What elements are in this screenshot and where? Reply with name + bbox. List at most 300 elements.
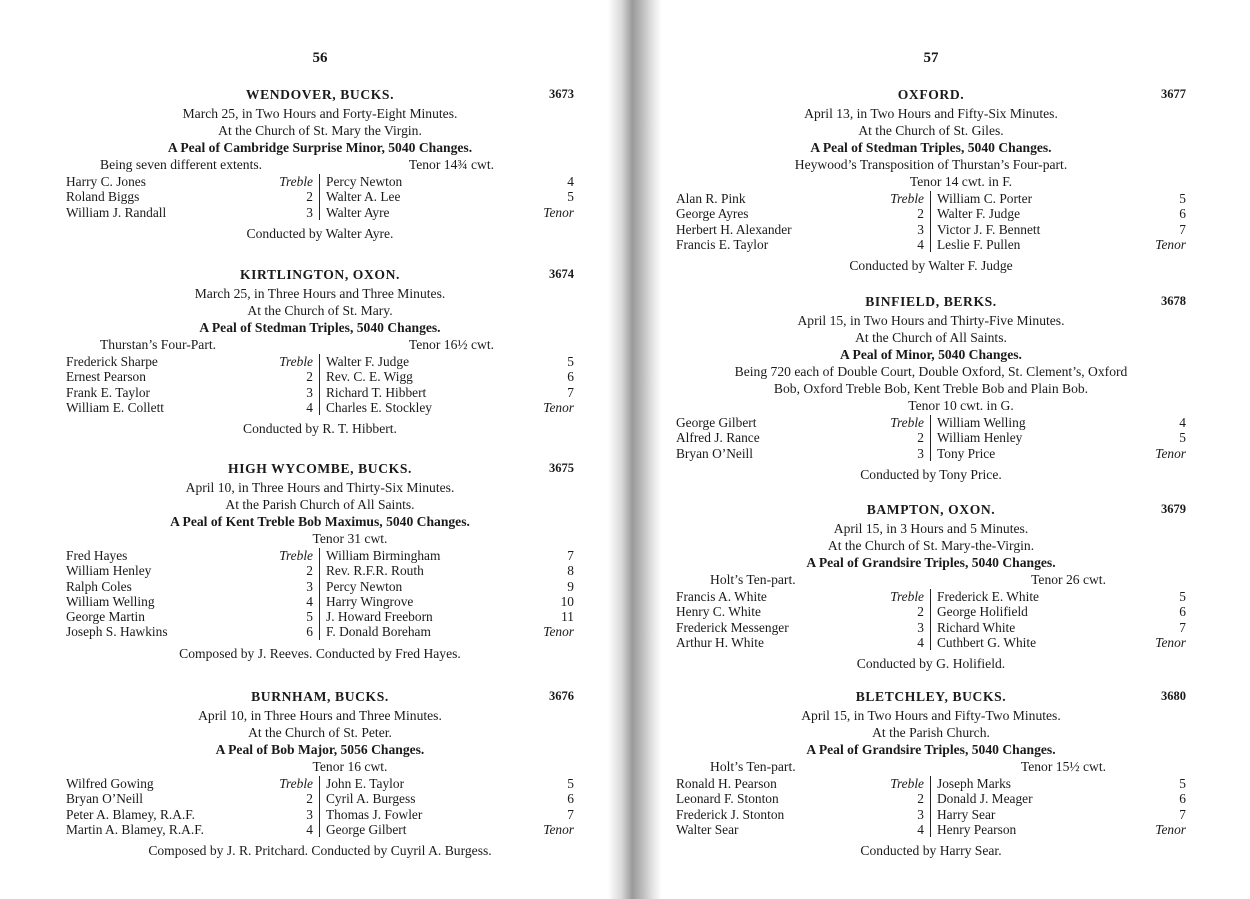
bell-position: Tenor <box>1155 634 1186 650</box>
bell-position: 10 <box>560 593 574 609</box>
ringer-name-text: Francis A. White <box>676 589 767 604</box>
ringer-row <box>66 354 313 369</box>
bell-position: Treble <box>890 415 924 430</box>
bell-position: 7 <box>1179 619 1186 635</box>
bell-position: 2 <box>306 563 313 579</box>
ringer-name-text: Leslie F. Pullen <box>937 236 1021 252</box>
ringer-row <box>326 594 574 609</box>
peal-conductor: Composed by J. R. Pritchard. Conducted by Cuyril A. Burgess. <box>148 843 492 859</box>
ringer-row <box>66 791 313 806</box>
bell-position: Treble <box>890 191 924 206</box>
ringers-column-right <box>931 191 1186 252</box>
ringer-name <box>937 191 1140 206</box>
peal-date: April 15, in 3 Hours and 5 Minutes. <box>833 521 1029 536</box>
ringers-column-right <box>320 354 574 415</box>
ringer-row <box>937 822 1186 837</box>
ringer-row <box>326 563 574 578</box>
ringer-row <box>937 635 1186 650</box>
bell-position: Tenor <box>1155 236 1186 252</box>
ringer-row <box>937 604 1186 619</box>
ringer-name <box>676 415 878 430</box>
peal-title: A Peal of Grandsire Triples, 5040 Changes. <box>806 742 1056 757</box>
bell-position: 2 <box>917 206 924 222</box>
ringer-name <box>676 620 878 635</box>
bell-position: 2 <box>917 430 924 446</box>
ringer-name-text: Roland Biggs <box>66 189 140 205</box>
ringer-row <box>66 400 313 415</box>
ringers-table <box>66 174 574 220</box>
ringer-name <box>937 807 1140 822</box>
ringer-name <box>66 594 267 609</box>
ringer-row <box>676 776 924 791</box>
peal-record <box>66 86 574 242</box>
peal-conductor: Conducted by G. Holifield. <box>856 656 1006 672</box>
ringer-row <box>676 635 924 650</box>
peal-number: 3677 <box>1161 87 1186 101</box>
ringer-name <box>66 205 267 220</box>
bell-position: 6 <box>306 624 313 640</box>
ringer-name <box>937 589 1140 604</box>
ringer-name-text: F. Donald Boreham <box>326 624 431 640</box>
ringer-row <box>676 604 924 619</box>
ringer-name-text: Peter A. Blamey, R.A.F. <box>66 806 195 822</box>
ringer-name-text: Rev. C. E. Wigg <box>326 369 413 385</box>
ringer-name-text: Walter Ayre <box>326 204 390 220</box>
peal-place: BINFIELD, BERKS. <box>865 294 997 309</box>
ringers-column-left <box>66 174 320 220</box>
peal-conductor: Conducted by R. T. Hibbert. <box>243 421 397 437</box>
peal-record <box>66 266 574 437</box>
ringer-row <box>66 579 313 594</box>
ringer-name-text: William Welling <box>66 593 155 609</box>
ringer-name-text: William Birmingham <box>326 548 441 563</box>
bell-position: Tenor <box>543 204 574 220</box>
ringer-name <box>676 446 878 461</box>
ringer-row <box>937 415 1186 430</box>
tenor-weight: Tenor 31 cwt. <box>312 531 388 546</box>
bell-position: Tenor <box>1155 821 1186 837</box>
peal-church: At the Church of All Saints. <box>855 330 1007 345</box>
ringer-row <box>66 369 313 384</box>
ringer-name <box>66 791 267 806</box>
ringers-column-right <box>931 776 1186 837</box>
peal-church: At the Church of St. Mary the Virgin. <box>218 123 422 138</box>
ringer-row <box>676 807 924 822</box>
ringer-name <box>326 369 528 384</box>
peal-info-line <box>676 758 1186 775</box>
ringer-name-text: Cyril A. Burgess <box>326 791 416 807</box>
ringer-name <box>326 354 528 369</box>
ringer-name-text: Thomas J. Fowler <box>326 806 423 822</box>
peal-number: 3679 <box>1161 502 1186 516</box>
ringer-row <box>326 354 574 369</box>
bell-position: 6 <box>1179 604 1186 620</box>
ringer-name <box>66 776 267 791</box>
ringer-name-text: Joseph Marks <box>937 776 1012 791</box>
ringer-name <box>937 776 1140 791</box>
ringer-name <box>676 776 878 791</box>
bell-position: Tenor <box>543 399 574 415</box>
ringer-row <box>676 791 924 806</box>
ringer-name <box>676 635 878 650</box>
ringer-name-text: Cuthbert G. White <box>937 634 1037 650</box>
peal-place: HIGH WYCOMBE, BUCKS. <box>228 461 412 476</box>
ringer-name-text: Ronald H. Pearson <box>676 776 777 791</box>
ringers-column-left <box>66 548 320 640</box>
ringer-row <box>676 191 924 206</box>
bell-position: 7 <box>567 806 574 822</box>
tenor-weight: Tenor 10 cwt. in G. <box>908 398 1014 413</box>
bell-position: 2 <box>306 189 313 205</box>
ringers-column-right <box>320 776 574 837</box>
peal-place: BAMPTON, OXON. <box>866 502 996 517</box>
ringer-row <box>326 548 574 563</box>
ringers-column-left <box>676 589 931 650</box>
ringer-name-text: Frederick E. White <box>937 589 1040 604</box>
bell-position: 4 <box>917 821 924 837</box>
peal-date: April 10, in Three Hours and Thirty-Six Minutes. <box>185 480 455 495</box>
ringer-name-text: Leonard F. Stonton <box>676 791 779 807</box>
ringer-name <box>326 791 528 806</box>
ringer-name-text: Walter F. Judge <box>326 354 410 369</box>
ringer-row <box>676 206 924 221</box>
ringer-row <box>326 807 574 822</box>
ringer-row <box>66 609 313 624</box>
ringer-row <box>676 222 924 237</box>
bell-position: 6 <box>1179 791 1186 807</box>
peal-heading <box>66 688 574 707</box>
tenor-weight: Tenor 15½ cwt. <box>1020 759 1106 774</box>
bell-position: Treble <box>890 776 924 791</box>
peal-heading <box>66 460 574 479</box>
bell-position: Treble <box>279 548 313 563</box>
ringer-name-text: Donald J. Meager <box>937 791 1033 807</box>
ringer-row <box>676 237 924 252</box>
tenor-weight: Tenor 26 cwt. <box>1031 572 1106 587</box>
ringer-name-text: Harry Sear <box>937 806 996 822</box>
peal-date: April 13, in Two Hours and Fifty-Six Minutes. <box>804 106 1058 121</box>
ringer-name <box>66 354 267 369</box>
ringer-row <box>676 620 924 635</box>
ringer-name-text: Henry Pearson <box>937 821 1017 837</box>
ringer-name-text: Walter F. Judge <box>937 206 1021 222</box>
bell-position: Treble <box>279 174 313 189</box>
ringer-row <box>326 369 574 384</box>
peal-note: Being 720 each of Double Court, Double Oxford, St. Clement’s, Oxford <box>734 364 1128 379</box>
ringer-name-text: William E. Collett <box>66 399 165 415</box>
peal-place: OXFORD. <box>897 87 965 102</box>
ringer-name-text: Ralph Coles <box>66 578 132 594</box>
ringer-row <box>66 807 313 822</box>
peal-number: 3674 <box>549 267 574 281</box>
peal-info-line <box>676 397 1186 414</box>
ringer-row <box>66 548 313 563</box>
ringer-name <box>676 822 878 837</box>
tenor-weight: Tenor 14 cwt. in F. <box>909 174 1013 189</box>
ringer-name <box>326 548 528 563</box>
ringer-name <box>676 791 878 806</box>
bell-position: Tenor <box>543 821 574 837</box>
ringer-row <box>937 589 1186 604</box>
ringer-row <box>326 400 574 415</box>
bell-position: 3 <box>306 806 313 822</box>
ringer-name <box>937 604 1140 619</box>
ringers-table <box>676 589 1186 650</box>
peal-number: 3676 <box>549 689 574 703</box>
ringers-column-right <box>931 589 1186 650</box>
peal-title: A Peal of Bob Major, 5056 Changes. <box>215 742 425 757</box>
ringer-name <box>937 415 1140 430</box>
ringer-row <box>937 807 1186 822</box>
ringer-row <box>66 594 313 609</box>
ringer-name <box>66 400 267 415</box>
peal-info-line <box>676 173 1186 190</box>
bell-position: 4 <box>917 634 924 650</box>
peal-place: KIRTLINGTON, OXON. <box>239 267 400 282</box>
ringer-name-text: William Henley <box>937 430 1023 446</box>
peal-number: 3680 <box>1161 689 1186 703</box>
bell-position: Tenor <box>543 624 574 640</box>
ringer-name <box>66 174 267 189</box>
ringer-name-text: Percy Newton <box>326 174 403 189</box>
peal-heading <box>676 688 1186 707</box>
ringer-name <box>66 189 267 204</box>
bell-position: 7 <box>567 384 574 400</box>
ringer-name <box>326 624 528 639</box>
ringer-name-text: Fred Hayes <box>66 548 128 563</box>
peal-conductor: Conducted by Walter Ayre. <box>246 225 394 241</box>
bell-position: 2 <box>306 369 313 385</box>
page-number: 57 <box>923 50 939 66</box>
ringer-name-text: George Gilbert <box>676 415 757 430</box>
ringer-name <box>326 189 528 204</box>
peal-info-line <box>66 758 574 775</box>
bell-position: 5 <box>306 609 313 625</box>
ringer-name-text: Walter Sear <box>676 821 739 837</box>
ringer-name <box>676 604 878 619</box>
peal-place: BURNHAM, BUCKS. <box>251 689 389 704</box>
ringer-name <box>66 822 267 837</box>
ringer-row <box>66 776 313 791</box>
bell-position: 3 <box>917 445 924 461</box>
peal-record <box>676 293 1186 483</box>
ringer-name-text: J. Howard Freeborn <box>326 609 433 625</box>
bell-position: 9 <box>567 578 574 594</box>
ringer-name-text: Ernest Pearson <box>66 369 146 385</box>
right-page <box>676 0 1186 899</box>
peal-title: A Peal of Cambridge Surprise Minor, 5040 Changes. <box>167 140 473 155</box>
bell-position: 4 <box>1179 415 1186 430</box>
bell-position: 6 <box>1179 206 1186 222</box>
peal-record <box>66 688 574 859</box>
peal-note: Bob, Oxford Treble Bob, Kent Treble Bob and Plain Bob. <box>773 381 1089 396</box>
ringer-name <box>66 609 267 624</box>
peal-info-line <box>66 336 574 353</box>
ringer-name-text: Frederick Sharpe <box>66 354 158 369</box>
ringer-name <box>326 776 528 791</box>
peal-date: April 10, in Three Hours and Three Minutes. <box>198 708 442 723</box>
book-gutter-shadow <box>608 0 662 899</box>
ringer-name <box>676 191 878 206</box>
peal-info-line <box>66 530 574 547</box>
peal-record <box>66 460 574 662</box>
bell-position: 5 <box>1179 430 1186 446</box>
bell-position: 4 <box>306 399 313 415</box>
bell-position: 3 <box>917 221 924 237</box>
bell-position: 6 <box>567 369 574 385</box>
ringer-row <box>66 205 313 220</box>
ringer-name <box>937 430 1140 445</box>
ringer-name <box>937 237 1140 252</box>
composition-note: Holt’s Ten-part. <box>710 572 796 587</box>
peal-date: April 15, in Two Hours and Thirty-Five Minutes. <box>797 313 1065 328</box>
ringer-name-text: Tony Price <box>937 445 996 461</box>
ringers-column-left <box>676 415 931 461</box>
ringer-name <box>676 206 878 221</box>
peal-heading <box>66 266 574 285</box>
ringer-name <box>66 807 267 822</box>
ringer-row <box>326 776 574 791</box>
bell-position: 5 <box>1179 776 1186 791</box>
ringer-name-text: Arthur H. White <box>676 634 764 650</box>
bell-position: 2 <box>917 791 924 807</box>
left-page <box>66 0 574 899</box>
bell-position: 8 <box>567 563 574 579</box>
ringer-name <box>66 548 267 563</box>
ringer-name <box>326 400 528 415</box>
ringers-table <box>66 354 574 415</box>
ringer-name-text: George Martin <box>66 609 145 625</box>
ringer-row <box>66 563 313 578</box>
bell-position: 2 <box>917 604 924 620</box>
bell-position: 4 <box>917 236 924 252</box>
peal-church: At the Parish Church of All Saints. <box>225 497 415 512</box>
ringer-name-text: William J. Randall <box>66 204 167 220</box>
ringer-name-text: Charles E. Stockley <box>326 399 432 415</box>
ringer-row <box>937 430 1186 445</box>
composition-note: Being seven different extents. <box>100 157 263 172</box>
ringer-name-text: Bryan O’Neill <box>66 791 143 807</box>
ringer-name <box>326 594 528 609</box>
ringers-column-left <box>66 776 320 837</box>
ringer-name-text: Alan R. Pink <box>676 191 746 206</box>
ringer-name-text: Frederick J. Stonton <box>676 806 785 822</box>
ringer-row <box>66 385 313 400</box>
ringer-name <box>676 430 878 445</box>
ringer-row <box>937 620 1186 635</box>
ringer-row <box>326 791 574 806</box>
peal-title: A Peal of Stedman Triples, 5040 Changes. <box>810 140 1052 155</box>
peal-place: BLETCHLEY, BUCKS. <box>855 689 1007 704</box>
ringer-row <box>937 206 1186 221</box>
ringer-row <box>326 579 574 594</box>
peal-date: April 15, in Two Hours and Fifty-Two Minutes. <box>801 708 1061 723</box>
ringer-name-text: Percy Newton <box>326 578 403 594</box>
ringer-row <box>676 430 924 445</box>
tenor-weight: Tenor 14¾ cwt. <box>408 157 494 172</box>
peal-number: 3675 <box>549 461 574 475</box>
ringer-name <box>326 385 528 400</box>
ringer-name <box>937 206 1140 221</box>
bell-position: 11 <box>561 609 574 625</box>
ringer-name <box>676 222 878 237</box>
ringer-name-text: Martin A. Blamey, R.A.F. <box>66 821 204 837</box>
ringer-row <box>676 822 924 837</box>
ringer-name-text: Francis E. Taylor <box>676 236 769 252</box>
ringer-name-text: Alfred J. Rance <box>676 430 760 446</box>
peal-church: At the Church of St. Mary. <box>247 303 393 318</box>
ringer-row <box>326 174 574 189</box>
ringer-name <box>676 589 878 604</box>
ringer-name <box>326 563 528 578</box>
ringer-row <box>937 791 1186 806</box>
peal-number: 3678 <box>1161 294 1186 308</box>
bell-position: 5 <box>567 354 574 369</box>
peal-info-line <box>66 156 574 173</box>
ringer-name <box>326 579 528 594</box>
ringer-row <box>676 415 924 430</box>
ringers-table <box>676 776 1186 837</box>
ringer-name <box>66 579 267 594</box>
ringer-name-text: Richard T. Hibbert <box>326 384 427 400</box>
ringers-column-left <box>676 776 931 837</box>
bell-position: Treble <box>890 589 924 604</box>
ringer-name-text: Henry C. White <box>676 604 761 620</box>
peal-title: A Peal of Stedman Triples, 5040 Changes. <box>199 320 441 335</box>
ringer-name-text: George Gilbert <box>326 821 407 837</box>
ringer-row <box>66 822 313 837</box>
ringer-name <box>66 624 267 639</box>
ringer-name-text: George Holifield <box>937 604 1028 620</box>
ringer-name-text: Joseph S. Hawkins <box>66 624 168 640</box>
ringer-name <box>937 635 1140 650</box>
bell-position: Tenor <box>1155 445 1186 461</box>
ringers-column-right <box>320 548 574 640</box>
peal-date: March 25, in Two Hours and Forty-Eight Minutes. <box>182 106 458 121</box>
bell-position: 3 <box>306 578 313 594</box>
ringer-row <box>326 189 574 204</box>
ringer-row <box>66 174 313 189</box>
ringer-name <box>676 807 878 822</box>
ringer-row <box>326 609 574 624</box>
peal-record <box>676 501 1186 672</box>
bell-position: 3 <box>917 619 924 635</box>
peal-record <box>676 86 1186 274</box>
bell-position: 4 <box>567 174 574 189</box>
ringer-row <box>326 822 574 837</box>
peal-conductor: Conducted by Harry Sear. <box>860 843 1002 859</box>
ringers-column-left <box>676 191 931 252</box>
ringers-column-right <box>320 174 574 220</box>
peal-church: At the Church of St. Peter. <box>248 725 392 740</box>
peal-conductor: Conducted by Walter F. Judge <box>849 258 1013 274</box>
ringer-name <box>326 174 528 189</box>
ringer-name-text: Frederick Messenger <box>676 619 789 635</box>
peal-church: At the Church of St. Giles. <box>858 123 1004 138</box>
ringer-row <box>326 205 574 220</box>
bell-position: 7 <box>1179 221 1186 237</box>
ringer-name-text: Herbert H. Alexander <box>676 221 792 237</box>
page-number: 56 <box>312 50 328 66</box>
peal-title: A Peal of Kent Treble Bob Maximus, 5040 Changes. <box>170 514 470 529</box>
bell-position: 7 <box>1179 806 1186 822</box>
peal-title: A Peal of Grandsire Triples, 5040 Changes. <box>806 555 1056 570</box>
ringer-name-text: Victor J. F. Bennett <box>937 221 1041 237</box>
ringer-row <box>66 624 313 639</box>
ringer-name-text: Wilfred Gowing <box>66 776 154 791</box>
ringer-row <box>937 237 1186 252</box>
ringer-name <box>326 205 528 220</box>
